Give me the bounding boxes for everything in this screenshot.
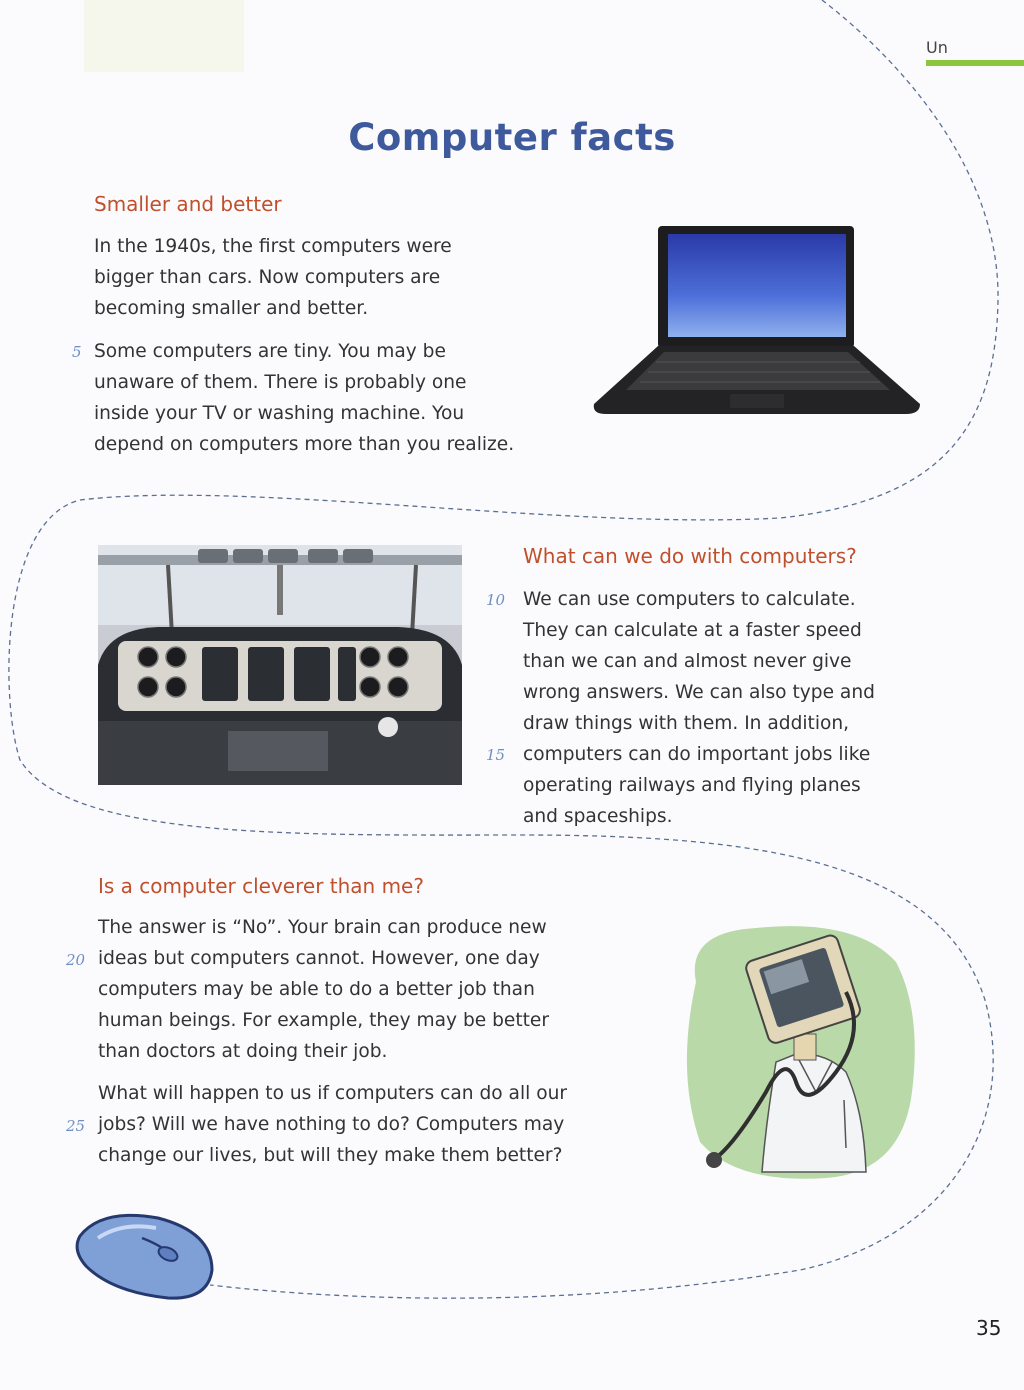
text-line: What will happen to us if computers can do all our — [98, 1083, 567, 1104]
section-heading-what-can-we-do: What can we do with computers? — [523, 544, 857, 568]
text-line: change our lives, but will they make them better? — [98, 1145, 563, 1166]
line-number: 15 — [486, 746, 506, 764]
text-line: and spaceships. — [523, 806, 673, 827]
text-line: bigger than cars. Now computers are — [94, 267, 441, 288]
text-line: unaware of them. There is probably one — [94, 372, 467, 393]
text-line: The answer is “No”. Your brain can produce new — [98, 917, 547, 938]
text-line: computers can do important jobs like — [523, 744, 871, 765]
paragraph-what-can-we-do — [523, 584, 875, 832]
text-line: operating railways and flying planes — [523, 775, 861, 796]
text-line: becoming smaller and better. — [94, 298, 369, 319]
paragraph-cleverer-1 — [98, 912, 549, 1067]
text-line: They can calculate at a faster speed — [523, 620, 862, 641]
text-line: draw things with them. In addition, — [523, 713, 850, 734]
laptop-image — [590, 222, 922, 418]
text-line: than doctors at doing their job. — [98, 1041, 388, 1062]
line-number: 25 — [66, 1117, 86, 1135]
text-line: than we can and almost never give — [523, 651, 852, 672]
text-line: jobs? Will we have nothing to do? Computers may — [98, 1114, 565, 1135]
text-line: human beings. For example, they may be better — [98, 1010, 549, 1031]
line-number: 5 — [72, 343, 82, 361]
page-title: Computer facts — [348, 116, 676, 159]
text-line: wrong answers. We can also type and — [523, 682, 875, 703]
paragraph-cleverer-2 — [98, 1078, 567, 1171]
text-line: ideas but computers cannot. However, one day — [98, 948, 540, 969]
text-line: In the 1940s, the first computers were — [94, 236, 452, 257]
text-line: We can use computers to calculate. — [523, 589, 856, 610]
section-heading-smaller-better: Smaller and better — [94, 192, 282, 216]
mouse-image — [72, 1208, 218, 1304]
text-line: depend on computers more than you realize. — [94, 434, 515, 455]
unit-label: Un — [926, 38, 948, 57]
computer-doctor-image — [676, 922, 920, 1184]
section-heading-cleverer: Is a computer cleverer than me? — [98, 874, 424, 898]
page-number: 35 — [976, 1316, 1002, 1340]
cockpit-image — [98, 545, 462, 785]
paragraph-smaller-better-2 — [94, 336, 514, 460]
line-number: 20 — [66, 951, 86, 969]
text-line: Some computers are tiny. You may be — [94, 341, 446, 362]
paragraph-smaller-better-1 — [94, 231, 452, 324]
line-number: 10 — [486, 591, 506, 609]
text-line: inside your TV or washing machine. You — [94, 403, 465, 424]
text-line: computers may be able to do a better job than — [98, 979, 535, 1000]
